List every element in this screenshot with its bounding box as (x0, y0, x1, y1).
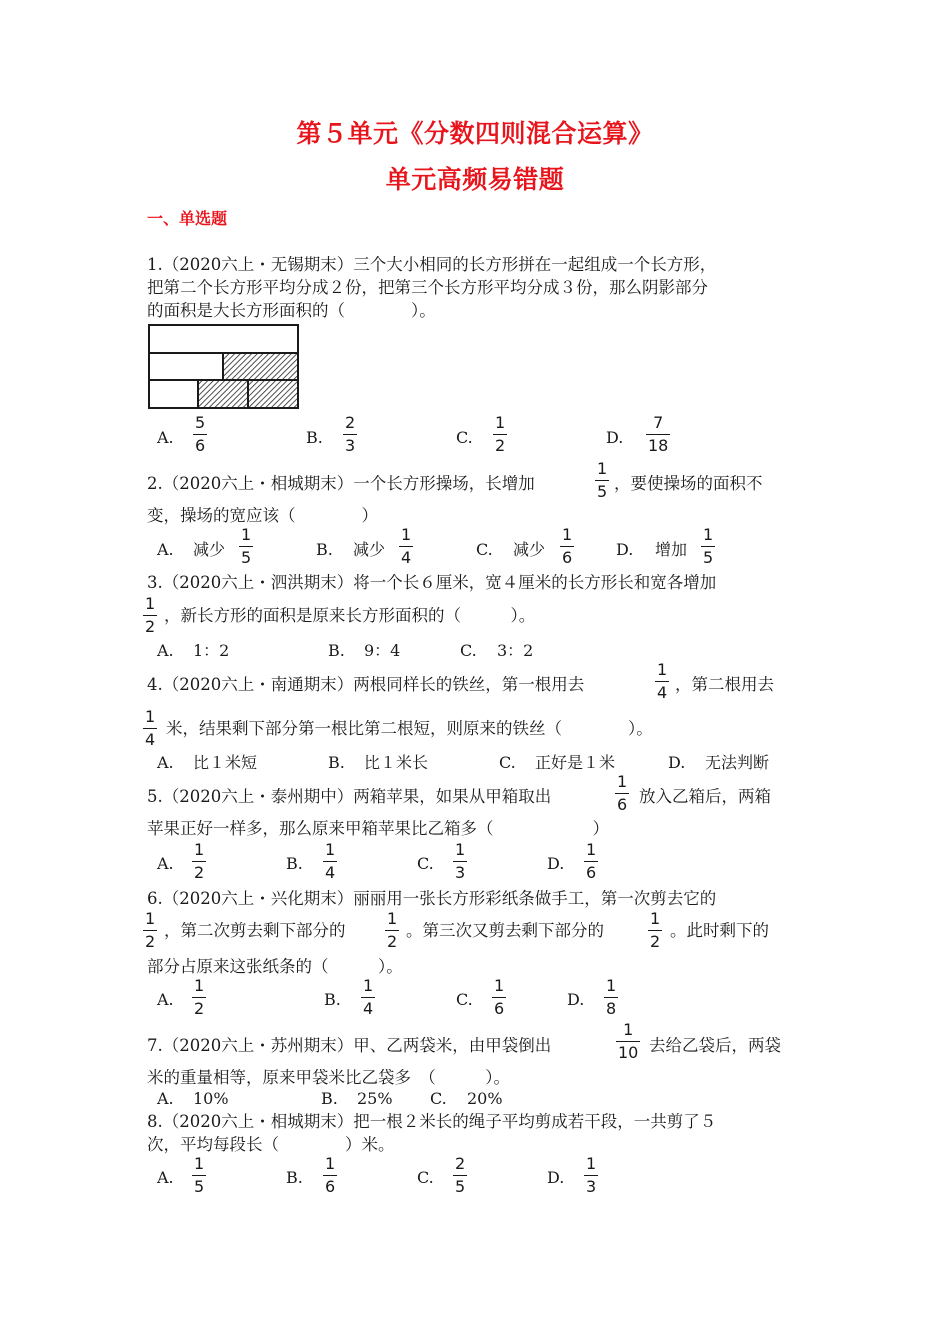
q1-option-b-fraction[interactable]: 2 3 (345, 413, 356, 456)
q6-option-b-label[interactable]: B. (324, 990, 341, 1009)
q2-fraction: 1 5 (597, 459, 608, 502)
q1-rectangle-figure (147, 322, 301, 412)
q4-option-a-label[interactable]: A. (157, 753, 174, 772)
q4-fraction-1: 1 4 (657, 660, 668, 703)
q1-option-d-fraction[interactable]: 7 18 (648, 413, 669, 456)
q2-line-2: 变，操场的宽应该（ ） (147, 506, 378, 525)
q1-line-2: 把第二个长方形平均分成２份，把第三个长方形平均分成３份，那么阴影部分 (147, 278, 708, 297)
q2-option-a-label[interactable]: A. (157, 540, 174, 559)
q5-option-d-fraction[interactable]: 1 6 (586, 840, 597, 883)
q3-option-a-label[interactable]: A. (157, 641, 174, 660)
q2-option-a-text[interactable]: 减少 (193, 540, 226, 559)
q2-option-c-text[interactable]: 减少 (513, 540, 546, 559)
q6-option-c-fraction[interactable]: 1 6 (494, 976, 505, 1019)
q4-line-1a: 4.（2020六上・南通期末）两根同样长的铁丝，第一根用去 (147, 675, 585, 694)
q6-option-d-fraction[interactable]: 1 8 (606, 976, 617, 1019)
q8-option-c-fraction[interactable]: 2 5 (455, 1154, 466, 1197)
q5-option-d-label[interactable]: D. (547, 854, 565, 873)
q6-line-2a: ，第二次剪去剩下部分的 (164, 921, 346, 940)
q2-line-1b: ，要使操场的面积不 (614, 474, 763, 493)
document-title: 第５单元《分数四则混合运算》 (296, 119, 654, 148)
q3-option-c-label[interactable]: C. (460, 641, 477, 660)
q6-option-d-label[interactable]: D. (567, 990, 585, 1009)
q5-line-2: 苹果正好一样多，那么原来甲箱苹果比乙箱多（ ） (147, 819, 609, 838)
q6-fraction-1: 1 2 (145, 909, 156, 952)
q4-option-b-label[interactable]: B. (328, 753, 345, 772)
q3-fraction: 1 2 (145, 594, 156, 637)
q2-option-c-label[interactable]: C. (476, 540, 493, 559)
q8-option-c-label[interactable]: C. (417, 1168, 434, 1187)
q8-line-1: 8.（2020六上・相城期末）把一根２米长的绳子平均剪成若干段，一共剪了５ (147, 1112, 717, 1131)
q8-option-a-label[interactable]: A. (157, 1168, 174, 1187)
q6-line-2c: 。此时剩下的 (670, 921, 769, 940)
q6-fraction-3: 1 2 (650, 909, 661, 952)
q5-option-c-label[interactable]: C. (417, 854, 434, 873)
q8-option-d-label[interactable]: D. (547, 1168, 565, 1187)
q7-option-a-label[interactable]: A. (157, 1089, 174, 1108)
q5-fraction: 1 6 (617, 772, 628, 815)
q1-line-1: 1.（2020六上・无锡期末）三个大小相同的长方形拼在一起组成一个长方形， (147, 255, 717, 274)
q2-option-d-text[interactable]: 增加 (655, 540, 688, 559)
q5-option-b-label[interactable]: B. (286, 854, 303, 873)
q2-option-b-fraction[interactable]: 1 4 (401, 525, 412, 568)
q7-option-a-text[interactable]: 10% (193, 1089, 229, 1108)
q3-option-a-text[interactable]: 1：2 (193, 641, 230, 660)
q2-option-b-label[interactable]: B. (316, 540, 333, 559)
q8-option-b-label[interactable]: B. (286, 1168, 303, 1187)
document-subtitle: 单元高频易错题 (385, 165, 565, 194)
q7-line-2: 米的重量相等，原来甲袋米比乙袋多 （ ）。 (147, 1068, 510, 1087)
q4-option-d-text[interactable]: 无法判断 (705, 753, 770, 772)
q4-option-b-text[interactable]: 比１米长 (364, 753, 429, 772)
q6-option-c-label[interactable]: C. (456, 990, 473, 1009)
q7-line-1b: 去给乙袋后，两袋 (649, 1036, 781, 1055)
q5-option-b-fraction[interactable]: 1 4 (325, 840, 336, 883)
q6-fraction-2: 1 2 (387, 909, 398, 952)
q7-fraction: 1 10 (618, 1020, 639, 1063)
q2-option-d-fraction[interactable]: 1 5 (703, 525, 714, 568)
q2-line-1a: 2.（2020六上・相城期末）一个长方形操场，长增加 (147, 474, 535, 493)
q1-option-c-label[interactable]: C. (456, 428, 473, 447)
q4-option-d-label[interactable]: D. (668, 753, 686, 772)
q4-line-2: 米，结果剩下部分第一根比第二根短，则原来的铁丝（ ）。 (166, 719, 653, 738)
q2-option-c-fraction[interactable]: 1 6 (562, 525, 573, 568)
q4-option-c-text[interactable]: 正好是１米 (535, 753, 616, 772)
q1-option-b-label[interactable]: B. (306, 428, 323, 447)
q8-option-d-fraction[interactable]: 1 3 (586, 1154, 597, 1197)
q3-option-b-label[interactable]: B. (328, 641, 345, 660)
q3-option-b-text[interactable]: 9：4 (364, 641, 401, 660)
q3-line-1: 3.（2020六上・泗洪期末）将一个长６厘米，宽４厘米的长方形长和宽各增加 (147, 573, 717, 592)
q2-option-b-text[interactable]: 减少 (353, 540, 386, 559)
q4-option-c-label[interactable]: C. (499, 753, 516, 772)
q4-fraction-2: 1 4 (145, 707, 156, 750)
q1-line-3: 的面积是大长方形面积的（ ）。 (147, 301, 436, 320)
q5-option-a-fraction[interactable]: 1 2 (194, 840, 205, 883)
q1-option-a-label[interactable]: A. (157, 428, 174, 447)
q7-option-b-text[interactable]: 25% (357, 1089, 393, 1108)
q7-option-c-text[interactable]: 20% (467, 1089, 503, 1108)
q5-line-1b: 放入乙箱后，两箱 (639, 787, 771, 806)
q6-option-a-label[interactable]: A. (157, 990, 174, 1009)
q7-option-b-label[interactable]: B. (321, 1089, 338, 1108)
q6-option-b-fraction[interactable]: 1 4 (363, 976, 374, 1019)
q6-line-2b: 。第三次又剪去剩下部分的 (406, 921, 604, 940)
q1-option-a-fraction[interactable]: 5 6 (195, 413, 206, 456)
q7-line-1a: 7.（2020六上・苏州期末）甲、乙两袋米，由甲袋倒出 (147, 1036, 552, 1055)
q1-option-d-label[interactable]: D. (606, 428, 624, 447)
q6-line-3: 部分占原来这张纸条的（ ）。 (147, 957, 403, 976)
q5-line-1a: 5.（2020六上・泰州期中）两箱苹果，如果从甲箱取出 (147, 787, 552, 806)
q8-line-2: 次，平均每段长（ ）米。 (147, 1135, 395, 1154)
q2-option-d-label[interactable]: D. (616, 540, 634, 559)
q8-option-a-fraction[interactable]: 1 5 (194, 1154, 205, 1197)
q5-option-a-label[interactable]: A. (157, 854, 174, 873)
q3-option-c-text[interactable]: 3：2 (497, 641, 534, 660)
q6-line-1: 6.（2020六上・兴化期末）丽丽用一张长方形彩纸条做手工，第一次剪去它的 (147, 889, 717, 908)
q1-option-c-fraction[interactable]: 1 2 (495, 413, 506, 456)
q8-option-b-fraction[interactable]: 1 6 (325, 1154, 336, 1197)
q7-option-c-label[interactable]: C. (430, 1089, 447, 1108)
section-heading: 一、单选题 (147, 209, 228, 228)
q6-option-a-fraction[interactable]: 1 2 (194, 976, 205, 1019)
q5-option-c-fraction[interactable]: 1 3 (455, 840, 466, 883)
q4-line-1b: ，第二根用去 (675, 675, 774, 694)
q2-option-a-fraction[interactable]: 1 5 (241, 525, 252, 568)
q4-option-a-text[interactable]: 比１米短 (193, 753, 258, 772)
q3-line-2: ，新长方形的面积是原来长方形面积的（ ）。 (164, 606, 536, 625)
